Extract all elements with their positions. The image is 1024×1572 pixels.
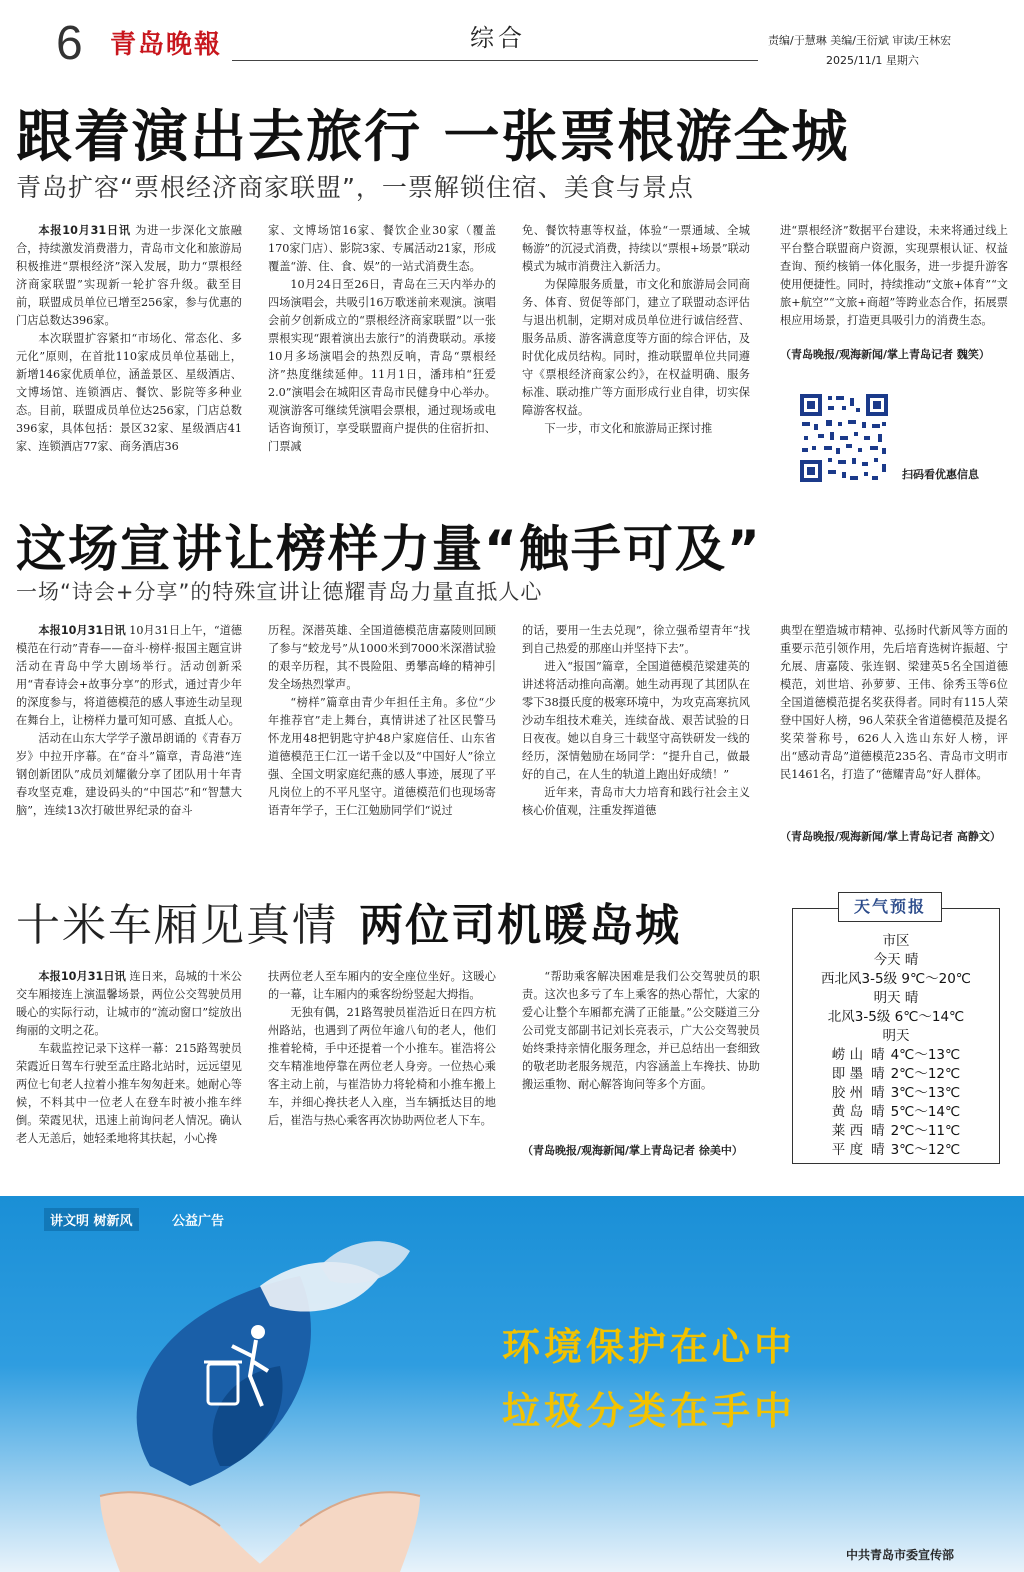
article1-dateline: 本报10月31日讯: [38, 224, 131, 237]
article1-paragraph: 为保障服务质量，市文化和旅游局会同商务、体育、贸促等部门，建立了联盟动态评估与退出机制，定期对成员单位进行诚信经营、服务品质、游客满意度等方面的综合评估，及时优化成员结构。同时，推动联盟单位共同遵守《票根经济商家公约》，在权益明确、服务标准、联动推广等方面形成行业自律，切实保障游客权益。: [522, 278, 750, 417]
qr-caption: 扫码看优惠信息: [902, 468, 979, 481]
weather-today-detail: 西北风3-5级 9℃～20℃: [821, 971, 971, 987]
article2-headline: 这场宣讲让榜样力量“触手可及”: [16, 520, 762, 578]
article1-column-3: [522, 222, 750, 484]
article1-headline: 跟着演出去旅行 一张票根游全城: [16, 105, 850, 170]
article3-paragraph: 无独有偶，21路驾驶员崔浩近日在四方杭州路站，也遇到了两位年逾八旬的老人，他们推着轮椅，手中还提着一个小推车。崔浩将公交车精准地停靠在两位老人身旁。一位热心乘客主动上前，与崔浩协力将轮椅和小推车搬上车，并细心搀扶老人入座，当车辆抵达目的地后，崔浩与热心乘客再次协助两位老人下车。: [268, 1006, 496, 1127]
page-number: 6: [56, 17, 83, 70]
article2-paragraph: 10月31日上午，“道德模范在行动”青春——奋斗·榜样·报国主题宣讲活动在青岛中学大剧场举行。活动创新采用“青春诗会+故事分享”的形式，通过青少年的深度参与，将道德模范的感人事迹生动呈现在舞台上，让榜样力量可知可感、直抵人心。: [16, 624, 242, 727]
article1-column-4: [780, 222, 1008, 348]
article3-headline-bold: 两位司机暖岛城: [359, 900, 682, 951]
article2-paragraph: “榜样”篇章由青少年担任主角。多位“少年推荐官”走上舞台，真情讲述了社区民警马怀龙用48把钥匙守护48户家庭信任、山东省道德模范王仁江一诺千金以及“中国好人”徐立强、全国文明家庭纪燕的感人事迹，展现了平凡岗位上的不平凡坚守。道德模范们也现场寄语青年学子，王仁江勉励同学们“说过: [268, 696, 496, 817]
article2-paragraph: 近年来，青岛市大力培育和践行社会主义核心价值观，注重发挥道德: [522, 786, 750, 817]
weather-city-row: [796, 1141, 996, 1160]
issue-date: 2025/11/1 星期六: [826, 54, 919, 67]
weather-city-row: [796, 1084, 996, 1103]
weather-city-row: [796, 1122, 996, 1141]
weather-city-name: 胶 州: [831, 1085, 864, 1101]
weather-city-row: [796, 1103, 996, 1122]
ad-slogan-line-1: 环境保护在心中: [502, 1325, 797, 1369]
qr-code-icon: [798, 392, 890, 484]
weather-city-temp: 5℃～14℃: [890, 1104, 961, 1120]
article3-paragraph: 扶两位老人至车厢内的安全座位坐好。这暖心的一幕，让车厢内的乘客纷纷竖起大拇指。: [268, 970, 496, 1001]
article3-headline: [16, 900, 681, 952]
article1-paragraph: 家、文博场馆16家、餐饮企业30家（覆盖170家门店）、影院3家、专属活动21家，形成覆盖“游、住、食、娱”的一站式消费生态。: [268, 224, 496, 273]
weather-city-row: [796, 1046, 996, 1065]
weather-city-name: 黄 岛: [831, 1104, 864, 1120]
article1-byline: （青岛晚报/观海新闻/掌上青岛记者 魏笑）: [780, 348, 990, 361]
weather-city-list: [796, 1046, 996, 1160]
weather-city-temp: 3℃～12℃: [890, 1142, 961, 1158]
paper-logo: 青岛晚報: [110, 30, 223, 60]
article2-byline: （青岛晚报/观海新闻/掌上青岛记者 高静文）: [780, 830, 1001, 843]
article1-paragraph: 10月24日至26日，青岛在三天内举办的四场演唱会，共吸引16万歌迷前来观演。演唱会前夕创新成立的“票根经济商家联盟”以一张票根实现“跟着演出去旅行”的消费联动。承接10月多场演唱会的热烈反响，青岛“票根经济”热度继续延伸。11月1日，潘玮柏“狂爱2.0”演唱会在城阳区青岛市民健身中心举办。观演游客可继续凭演唱会票根，通过现场或电话咨询预订，享受联盟商户提供的住宿折扣、门票减: [268, 278, 496, 453]
article2-column-2: [268, 622, 496, 864]
article2-column-4: [780, 622, 1008, 826]
article1-paragraph: 本次联盟扩容紧扣“市场化、常态化、多元化”原则，在首批110家成员单位基础上，新增146家优质单位，涵盖景区、星级酒店、文博场馆、连锁酒店、餐饮、影院等多种业态。目前，联盟成员单位达256家，门店总数396家，具体包括：景区32家、星级酒店41家、连锁酒店77家、商务酒店36: [16, 332, 242, 453]
weather-districts-header: 明天: [882, 1028, 910, 1044]
weather-today: 今天 晴: [873, 952, 919, 968]
article3-column-1: [16, 968, 242, 1176]
article1-column-2: [268, 222, 496, 484]
article2-paragraph: 历程。深潜英雄、全国道德模范唐嘉陵则回顾了参与“蛟龙号”从1000米到7000米深潜试验的艰辛历程，其不畏险阻、勇攀高峰的精神引发全场热烈掌声。: [268, 624, 496, 691]
weather-city-row: [796, 1065, 996, 1084]
article3-headline-light: 十米车厢见真情: [16, 900, 338, 951]
weather-city-temp: 2℃～11℃: [890, 1123, 961, 1139]
article1-subhead: 青岛扩容“票根经济商家联盟”，一票解锁住宿、美食与景点: [16, 173, 694, 202]
article3-byline: （青岛晚报/观海新闻/掌上青岛记者 徐美中）: [522, 1144, 743, 1157]
weather-region: 市区: [882, 933, 910, 949]
article3-paragraph: 连日来，岛城的十米公交车厢接连上演温馨场景，两位公交驾驶员用暖心的实际行动，让城市的“流动窗口”绽放出绚丽的文明之花。: [16, 970, 242, 1037]
weather-city-condition: 晴: [871, 1123, 885, 1139]
weather-city-condition: 晴: [871, 1047, 885, 1063]
article3-paragraph: “帮助乘客解决困难是我们公交驾驶员的职责。这次也多亏了车上乘客的热心帮忙，大家的爱心让整个车厢都充满了正能量。”公交隧道三分公司党支部副书记刘长亮表示，广大公交驾驶员始终秉持亲情化服务理念，并已总结出一套细致的敬老助老服务规范，内容涵盖上车搀扶、协助搬运重物、耐心解答询问等多个方面。: [522, 970, 760, 1091]
article2-dateline: 本报10月31日讯: [38, 624, 126, 637]
article1-paragraph: 进“票根经济”数据平台建设，未来将通过线上平台整合联盟商户资源，实现票根认证、权益查询、预约核销一体化服务，进一步提升游客使用便捷性。同时，持续推动“文旅+体育”“文旅+航空”“文旅+商超”等跨业态合作，拓展票根应用场景，打造更具吸引力的消费生态。: [780, 224, 1008, 327]
article1-paragraph: 为进一步深化文旅融合，持续激发消费潜力，青岛市文化和旅游局积极推进“票根经济”深入发展，助力“票根经济商家联盟”实现新一轮扩容升级。截至目前，联盟成员单位已增至256家，参与优惠的门店总数达396家。: [16, 224, 242, 327]
ad-sponsor: 中共青岛市委宣传部: [846, 1548, 955, 1562]
weather-title: 天气预报: [838, 892, 942, 922]
article2-column-1: [16, 622, 242, 864]
article1-paragraph: 免、餐饮特惠等权益，体验“一票通域、全城畅游”的沉浸式消费，持续以“票根+场景”联动模式为城市消费注入新活力。: [522, 224, 750, 273]
article2-column-3: [522, 622, 750, 864]
ad-campaign-tag: 讲文明 树新风: [44, 1208, 139, 1231]
weather-tomorrow: 明天 晴: [873, 990, 919, 1006]
header-divider: [232, 60, 758, 61]
article1-column-1: [16, 222, 242, 484]
weather-city-condition: 晴: [871, 1104, 885, 1120]
weather-city-condition: 晴: [871, 1142, 885, 1158]
article3-column-2: [268, 968, 496, 1176]
weather-city-name: 莱 西: [831, 1123, 864, 1139]
weather-city-name: 即 墨: [831, 1066, 864, 1082]
article2-paragraph: 进入“报国”篇章，全国道德模范梁建英的讲述将活动推向高潮。她生动再现了其团队在零下38摄氏度的极寒环境中，为攻克高寒抗风沙动车组技术难关，连续奋战、艰苦试验的日日夜夜。她以自身三十载坚守高铁研发一线的经历，深情勉励在场同学：“提升自己，做最好的自己，在人生的轨道上跑出好成绩！”: [522, 660, 750, 781]
weather-city-temp: 3℃～13℃: [890, 1085, 961, 1101]
article3-dateline: 本报10月31日讯: [38, 970, 126, 983]
editors-credit: 责编/于慧琳 美编/王衍斌 审读/王林宏: [768, 34, 952, 47]
article2-paragraph: 活动在山东大学学子激昂朗诵的《青春万岁》中拉开序幕。在“奋斗”篇章，青岛港“连钢创新团队”成员刘耀徽分享了团队用十年青春攻坚克难，建设码头的“中国芯”和“智慧大脑”，连续13次打破世界纪录的奋斗: [16, 732, 242, 817]
weather-city-condition: 晴: [871, 1085, 885, 1101]
weather-city-name: 平 度: [831, 1142, 864, 1158]
section-title: 综合: [470, 24, 526, 52]
weather-city-temp: 2℃～12℃: [890, 1066, 961, 1082]
weather-tomorrow-detail: 北风3-5级 6℃～14℃: [827, 1009, 965, 1025]
weather-city-temp: 4℃～13℃: [890, 1047, 961, 1063]
ad-type-label: 公益广告: [172, 1214, 225, 1229]
weather-city-condition: 晴: [871, 1066, 885, 1082]
article3-column-3: [522, 968, 760, 1140]
weather-content: [796, 932, 996, 1160]
weather-city-name: 崂 山: [831, 1047, 864, 1063]
article2-subhead: 一场“诗会+分享”的特殊宣讲让德耀青岛力量直抵人心: [16, 580, 543, 604]
article3-paragraph: 车载监控记录下这样一幕：215路驾驶员荣霞近日驾车行驶至孟庄路北站时，远远望见两位七旬老人拉着小推车匆匆赶来。她耐心等候，不料其中一位老人在登车时被小推车绊倒。荣霞见状，迅速上前询问老人情况。确认老人无恙后，她轻柔地将其扶起，小心搀: [16, 1042, 242, 1145]
article2-paragraph: 的话，要用一生去兑现”，徐立强希望青年“找到自己热爱的那座山并坚持下去”。: [522, 624, 750, 655]
ad-slogan-line-2: 垃圾分类在手中: [502, 1389, 797, 1433]
qr-code[interactable]: [798, 392, 890, 484]
article1-paragraph: 下一步，市文化和旅游局正探讨推: [544, 422, 713, 435]
article2-paragraph: 典型在塑造城市精神、弘扬时代新风等方面的重要示范引领作用，先后培育选树许振超、宁允展、唐嘉陵、张连钢、梁建英5名全国道德模范，刘世培、孙萝萝、王伟、徐秀玉等6位全国道德模范提名奖获得者。同时有115人荣登中国好人榜，96人荣获全省道德模范及提名奖荣誉称号，626人入选山东好人榜，评出“感动青岛”道德模范235名、青岛市文明市民1461名，打造了“德耀青岛”好人群体。: [780, 624, 1008, 781]
